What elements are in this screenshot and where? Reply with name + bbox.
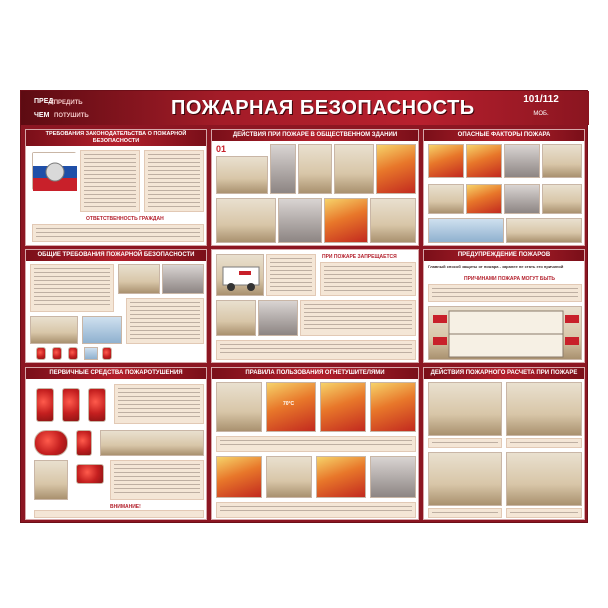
panel-crew-actions-title: ДЕЙСТВИЯ ПОЖАРНОГО РАСЧЕТА ПРИ ПОЖАРЕ: [424, 368, 584, 379]
causes-text: [428, 284, 582, 302]
hazard-visibility: [504, 184, 540, 214]
rule-scene-5: [216, 456, 262, 498]
scene-evacuation: [334, 144, 374, 194]
rule-scene-2: [266, 382, 316, 432]
alarm-sign-icon: [68, 347, 78, 360]
brand-logo: [34, 95, 89, 122]
scene-extinguisher-use: [216, 198, 276, 243]
crew-scene-3: [428, 452, 502, 506]
prohibited-text: [320, 262, 416, 296]
panel-public-building-title: ДЕЙСТВИЯ ПРИ ПОЖАРЕ В ОБЩЕСТВЕННОМ ЗДАНИИ: [212, 130, 418, 141]
scene-exit-door: [298, 144, 332, 194]
means-text-1: [114, 384, 204, 424]
emergency-sub: МОБ.: [533, 111, 549, 117]
means-text-3: [34, 510, 204, 518]
crew-scene-1: [428, 382, 502, 436]
panel-public-building-2: [211, 249, 419, 363]
panel-crew-actions: [423, 367, 585, 520]
extinguisher-powder-icon: [36, 388, 54, 422]
prohibited-label: ПРИ ПОЖАРЕ ЗАПРЕЩАЕТСЯ: [322, 254, 397, 260]
crew-scene-2: [506, 382, 582, 436]
scene-plan: [82, 316, 122, 344]
panel-general-requirements: [25, 249, 207, 363]
fire-blanket-icon: [76, 464, 104, 484]
duties-text: [144, 150, 204, 212]
scene-fire-truck: [324, 198, 368, 243]
hydrant-sign-icon: [52, 347, 62, 360]
scene-corridor: [270, 144, 296, 194]
emergency-numbers: 101/112: [523, 94, 559, 105]
poster: [20, 90, 588, 523]
hydrant-cabinet-icon: [34, 460, 68, 500]
scene-smoking-ban: [162, 264, 204, 294]
rule-scene-1: [216, 382, 262, 432]
hazard-heat: [466, 144, 502, 178]
means-text-2: [110, 460, 204, 500]
brand-top-small: УПРЕДИТЬ: [50, 100, 83, 106]
scene-extinguisher-types: [100, 430, 204, 456]
crew-text-3: [428, 508, 502, 518]
scene-building-cutaway: [428, 306, 582, 360]
rule-scene-7: [316, 456, 366, 498]
panel-hazard-factors-title: ОПАСНЫЕ ФАКТОРЫ ПОЖАРА: [424, 130, 584, 141]
scene-ambulance: [216, 254, 264, 296]
hazard-debris: [506, 218, 582, 243]
scene-phone-call: [216, 156, 268, 194]
hazard-oxygen: [428, 184, 464, 214]
brand-bottom: ЧЕМ: [34, 112, 50, 119]
brand-bottom-small: ПОТУШИТЬ: [54, 113, 89, 119]
scene-staircase: [216, 300, 256, 336]
scene-meeting-crew: [370, 198, 416, 243]
hazard-explosion: [542, 184, 582, 214]
emblem-image: [32, 152, 76, 190]
hazard-collapse: [466, 184, 502, 214]
rule-scene-3: [320, 382, 366, 432]
shield-icon: [33, 153, 77, 191]
rights-text: [80, 150, 140, 212]
panel-legislation: [25, 129, 207, 246]
mobile-extinguisher-icon: [34, 430, 68, 456]
responsibility-label: ОТВЕТСТВЕННОСТЬ ГРАЖДАН: [86, 216, 164, 222]
hazard-smoke: [504, 144, 540, 178]
general-text-2: [126, 298, 204, 344]
rules-text-2: [216, 502, 416, 518]
page-title: ПОЖАРНАЯ БЕЗОПАСНОСТЬ: [171, 97, 475, 119]
prevention-main: Главный способ защиты от пожара - заранее не стать его причиной: [428, 264, 564, 269]
extinguisher-foam-icon: [88, 388, 106, 422]
crew-text-4: [506, 508, 582, 518]
building-diagram: [429, 307, 583, 361]
panel-public-building: [211, 129, 419, 246]
responsibility-text: [32, 224, 204, 242]
crew-text-1: [428, 438, 502, 448]
panel-prevention: [423, 249, 585, 363]
brand-top: ПРЕД: [34, 98, 54, 105]
scene-crawling: [258, 300, 298, 336]
emergency-code: [521, 94, 561, 117]
poster-header: [21, 91, 589, 125]
scene-smoke-room: [278, 198, 322, 243]
ambulance-icon: [217, 255, 265, 297]
panel-extinguisher-rules: [211, 367, 419, 520]
scene-flames: [376, 144, 416, 194]
panel-general-requirements-title: ОБЩИЕ ТРЕБОВАНИЯ ПОЖАРНОЙ БЕЗОПАСНОСТИ: [26, 250, 206, 261]
extinguisher-sign-icon: [36, 347, 46, 360]
building-text-3: [216, 340, 416, 360]
building-text-2: [300, 300, 416, 336]
extinguisher-large-icon: [76, 430, 92, 456]
panel-hazard-factors: [423, 129, 585, 246]
extinguisher-co2-icon: [62, 388, 80, 422]
panel-extinguisher-rules-title: ПРАВИЛА ПОЛЬЗОВАНИЯ ОГНЕТУШИТЕЛЯМИ: [212, 368, 418, 379]
general-text-1: [30, 264, 114, 312]
scene-office: [118, 264, 160, 294]
causes-label: ПРИЧИНАМИ ПОЖАРА МОГУТ БЫТЬ: [464, 276, 556, 282]
exit-sign-icon: [84, 347, 98, 360]
rule-scene-6: [266, 456, 312, 498]
rules-text-1: [216, 436, 416, 452]
hazard-toxic: [542, 144, 582, 178]
step-number: 01: [216, 144, 227, 154]
phone-sign-icon: [102, 347, 112, 360]
building-text-1: [266, 254, 316, 296]
rule-scene-8: [370, 456, 416, 498]
crew-text-2: [506, 438, 582, 448]
temperature-label: 70°C: [283, 401, 295, 407]
rule-scene-4: [370, 382, 416, 432]
panel-legislation-title: ТРЕБОВАНИЯ ЗАКОНОДАТЕЛЬСТВА О ПОЖАРНОЙ БЕЗОПАСНОСТИ: [26, 130, 206, 146]
panel-prevention-title: ПРЕДУПРЕЖДЕНИЕ ПОЖАРОВ: [424, 250, 584, 261]
hazard-electric: [428, 218, 504, 243]
panel-primary-means-title: ПЕРВИЧНЫЕ СРЕДСТВА ПОЖАРОТУШЕНИЯ: [26, 368, 206, 379]
scene-workers: [30, 316, 78, 344]
crew-scene-4: [506, 452, 582, 506]
hazard-flame: [428, 144, 464, 178]
panel-primary-means: [25, 367, 207, 520]
warning-label: ВНИМАНИЕ!: [110, 504, 141, 510]
